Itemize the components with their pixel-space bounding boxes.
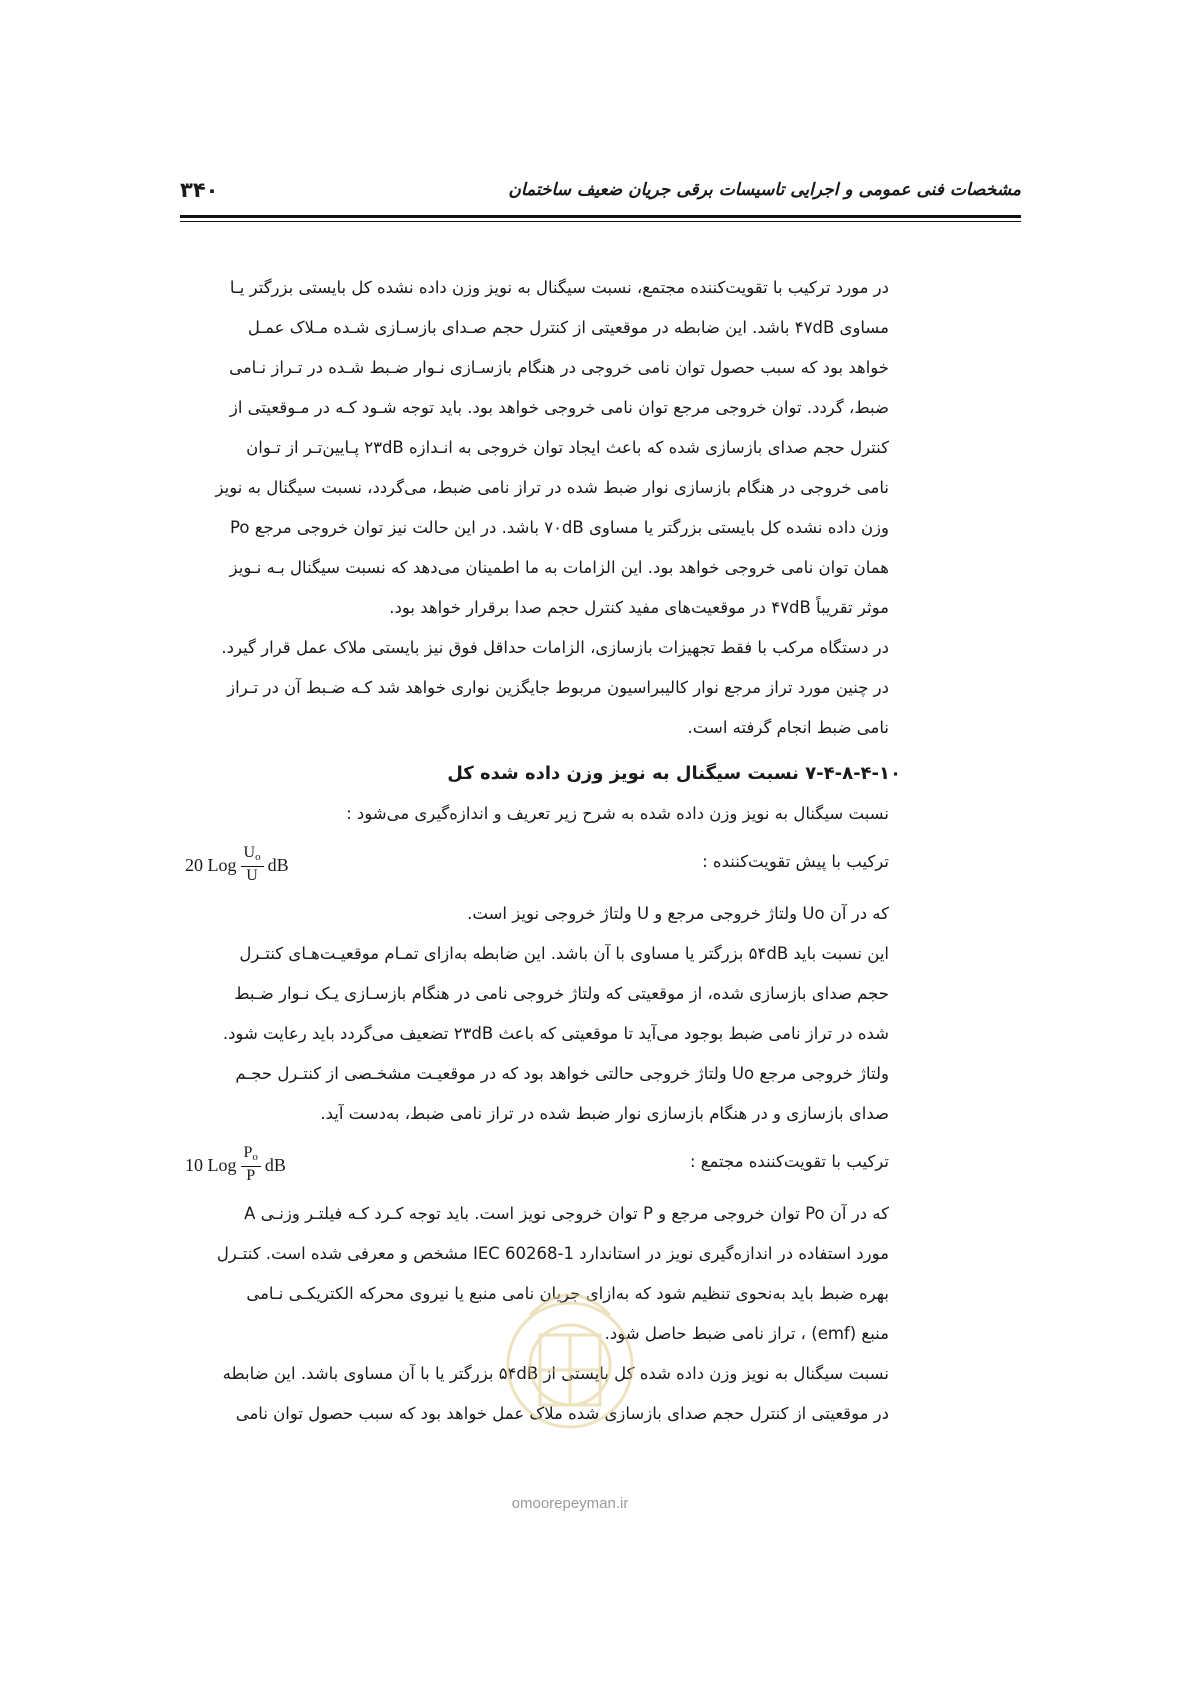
paragraph-4 (183, 934, 889, 1134)
formula-label: ترکیب با پیش تقویت‌کننده : (702, 852, 889, 871)
watermark-logo-icon (490, 1275, 650, 1465)
text-line: ضبط، گردد. توان خروجی مرجع توان نامی خروجی خواهد بود. باید توجه شـود کـه در مـوقعیتی از (229, 398, 889, 417)
text-line: نامی ضبط انجام گرفته است. (687, 718, 889, 737)
paragraph-2 (183, 628, 889, 748)
text-line: نامی خروجی در هنگام بازسازی نوار ضبط شده در تراز نامی ضبط، می‌گردد، نسبت سیگنال به نویز (215, 478, 889, 497)
running-title: مشخصات فنی عمومی و اجرایی تاسیسات برقی جریان ضعیف ساختمان (508, 180, 1021, 200)
text-line: حجم صدای بازسازی شده، از موقعیتی که ولتاژ خروجی نامی در هنگام بازسـازی یـک نـوار ضـبط (234, 984, 889, 1003)
formula-expression (185, 1144, 286, 1185)
formula-preamp (183, 836, 889, 892)
text-line: این نسبت باید ۵۴dB بزرگتر یا مساوی با آن باشد. این ضابطه به‌ازای تمـام موقعیـت‌هـای کنتـرل (239, 944, 889, 963)
text-line: وزن داده نشده کل بایستی بزرگتر یا مساوی ۷۰dB باشد. در این حالت نیز توان خروجی مرجع Po (230, 518, 889, 537)
text-line: که در آن Po توان خروجی مرجع و P توان خروجی نویز است. باید توجه کـرد کـه فیلتـر وزنـی A (244, 1204, 889, 1223)
text-line: صدای بازسازی و در هنگام بازسازی نوار ضبط شده در تراز نامی ضبط، به‌دست آید. (320, 1104, 889, 1123)
formula-coefficient: 10 Log (185, 1154, 237, 1175)
formula-integrated-amp (183, 1136, 889, 1192)
section-heading: ۷-۴-۸-۴-۱۰ نسبت سیگنال به نویز وزن داده شده کل (447, 763, 901, 784)
text-line: در موقعیتی از کنترل حجم صدای بازسازی شده ملاک عمل خواهد بود که سبب حصول توان نامی (235, 1404, 889, 1423)
numerator-subscript: o (252, 1151, 258, 1163)
definition-line: که در آن Uo ولتاژ خروجی مرجع و U ولتاژ خروجی نویز است. (467, 904, 889, 923)
text-line: ولتاژ خروجی مرجع Uo ولتاژ خروجی حالتی خواهد بود که در موقعیـت مشخـصی از کنتـرل حجـم (235, 1064, 889, 1083)
text-line: شده در تراز نامی ضبط بوجود می‌آید تا موقعیتی که باعث ۲۳dB تضعیف می‌گردد باید رعایت شود. (222, 1024, 889, 1043)
page-body (183, 268, 901, 1434)
header-rule-thin (180, 221, 1021, 222)
text-line: منبع (emf) ، تراز نامی ضبط حاصل شود. (604, 1324, 889, 1343)
formula-unit: dB (267, 854, 289, 875)
page-number: ۳۴۰ (180, 178, 219, 202)
denominator: P (246, 1167, 256, 1184)
text-line: خواهد بود که سبب حصول توان نامی خروجی در هنگام بازسـازی نـوار ضـبط شـده در تـراز نـامی (229, 358, 889, 377)
numerator-subscript: o (255, 851, 261, 863)
formula-fraction (241, 844, 264, 885)
header-rule-thick (180, 215, 1021, 218)
numerator: U (243, 844, 256, 861)
paragraph-1 (183, 268, 889, 628)
text-line: مورد استفاده در اندازه‌گیری نویز در استاندارد IEC 60268-1 مشخص و معرفی شده است. کنتـرل (216, 1244, 889, 1263)
text-line: در چنین مورد تراز مرجع نوار کالیبراسیون مربوط جایگزین نواری خواهد شد کـه ضـبط آن در تـراز (227, 678, 889, 697)
formula-unit: dB (264, 1154, 286, 1175)
intro-line: نسبت سیگنال به نویز وزن داده شده به شرح زیر تعریف و اندازه‌گیری می‌شود : (346, 804, 889, 823)
text-line: بهره ضبط باید به‌نحوی تنظیم شود که به‌ازای جریان نامی منبع یا نیروی محرکه الکتریکـی نـامی (246, 1284, 889, 1303)
text-line: نسبت سیگنال به نویز وزن داده شده کل بایستی از ۵۴dB بزرگتر یا با آن مساوی باشد. این ضابطه (222, 1364, 889, 1383)
text-line: همان توان نامی خروجی خواهد بود. این الزامات به ما اطمینان می‌دهد که نسبت سیگنال بـه نـویز (229, 558, 889, 577)
text-line: در دستگاه مرکب با فقط تجهیزات بازسازی، الزامات حداقل فوق نیز بایستی ملاک عمل قرار گیرد. (221, 638, 889, 657)
text-line: مساوی ۴۷dB باشد. این ضابطه در موقعیتی از کنترل حجم صـدای بازسـازی شـده مـلاک عمـل (247, 318, 889, 337)
watermark-url: omoorepeyman.ir (511, 1495, 629, 1512)
denominator: U (246, 867, 258, 884)
formula-coefficient: 20 Log (185, 854, 237, 875)
text-line: کنترل حجم صدای بازسازی شده که باعث ایجاد توان خروجی به انـدازه ۲۳dB پـایین‌تـر از تـوان (246, 438, 889, 457)
formula-label: ترکیب با تقویت‌کننده مجتمع : (689, 1152, 889, 1171)
formula-expression (185, 844, 289, 885)
text-line: در مورد ترکیب با تقویت‌کننده مجتمع، نسبت سیگنال به نویز وزن داده نشده کل بایستی بزرگتر یـا (229, 278, 889, 297)
page-header (180, 178, 1021, 210)
formula-fraction (241, 1144, 261, 1185)
numerator: P (243, 1144, 253, 1161)
text-line: موثر تقریباً ۴۷dB در موقعیت‌های مفید کنترل حجم صدا برقرار خواهد بود. (389, 598, 889, 617)
